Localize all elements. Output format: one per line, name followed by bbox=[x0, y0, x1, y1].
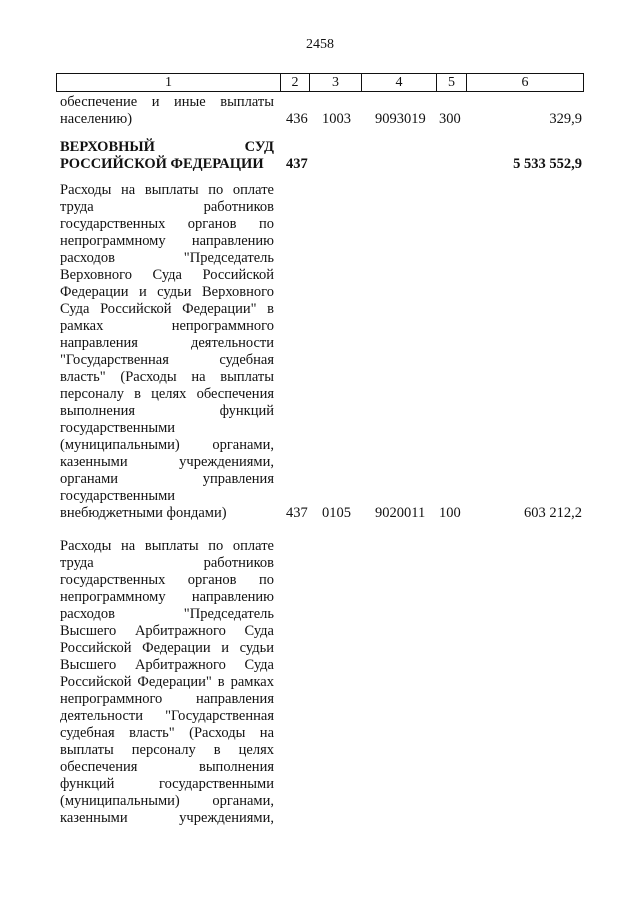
header-col-2: 2 bbox=[280, 74, 309, 91]
cell-type: 300 bbox=[439, 111, 461, 127]
description-line: населению) bbox=[60, 111, 133, 127]
description-line: судебная власть" (Расходы на bbox=[60, 725, 274, 741]
page-number: 2458 bbox=[306, 37, 334, 52]
description-line: Федерации и судьи Верховного bbox=[60, 284, 274, 300]
row-description bbox=[60, 182, 274, 522]
cell-type: 100 bbox=[439, 505, 461, 521]
description-line: (муниципальными) органами, bbox=[60, 793, 274, 809]
cell-target: 9020011 bbox=[375, 505, 426, 521]
cell-section: 1003 bbox=[322, 111, 351, 127]
description-line: функций государственными bbox=[60, 776, 274, 792]
table-header bbox=[56, 73, 584, 92]
description-line: власть" (Расходы на выплаты bbox=[60, 369, 274, 385]
description-line: непрограммного направления bbox=[60, 691, 274, 707]
description-line: Суда Российской Федерации" в bbox=[60, 301, 274, 317]
description-line: Высшего Арбитражного Суда bbox=[60, 623, 274, 639]
description-line: государственными bbox=[60, 420, 176, 436]
cell-amount: 329,9 bbox=[549, 111, 582, 127]
description-line: Российской Федерации и судьи bbox=[60, 640, 274, 656]
cell-amount: 603 212,2 bbox=[524, 505, 582, 521]
description-line: государственных органов по bbox=[60, 216, 274, 232]
description-line: труда работников bbox=[60, 199, 274, 215]
description-line: Высшего Арбитражного Суда bbox=[60, 657, 274, 673]
row-description bbox=[60, 94, 274, 128]
description-line: расходов "Председатель bbox=[60, 606, 274, 622]
description-line: персоналу в целях обеспечения bbox=[60, 386, 274, 402]
description-line: расходов "Председатель bbox=[60, 250, 274, 266]
description-line: Расходы на выплаты по оплате bbox=[60, 182, 274, 198]
description-line: ВЕРХОВНЫЙ СУД bbox=[60, 139, 274, 155]
description-line: внебюджетными фондами) bbox=[60, 505, 227, 521]
cell-ministry: 437 bbox=[286, 505, 308, 521]
row-description bbox=[60, 139, 274, 173]
description-line: Российской Федерации" в рамках bbox=[60, 674, 274, 690]
description-line: направления деятельности bbox=[60, 335, 274, 351]
description-line: рамках непрограммного bbox=[60, 318, 274, 334]
cell-ministry: 436 bbox=[286, 111, 308, 127]
cell-target: 9093019 bbox=[375, 111, 426, 127]
cell-ministry: 437 bbox=[286, 156, 308, 172]
cell-amount: 5 533 552,9 bbox=[513, 156, 582, 172]
description-line: казенными учреждениями, bbox=[60, 454, 274, 470]
description-line: Верховного Суда Российской bbox=[60, 267, 274, 283]
description-line: государственных органов по bbox=[60, 572, 274, 588]
description-line: непрограммному направлению bbox=[60, 589, 274, 605]
cell-section: 0105 bbox=[322, 505, 351, 521]
description-line: деятельности "Государственная bbox=[60, 708, 274, 724]
header-col-3: 3 bbox=[309, 74, 361, 91]
header-col-6: 6 bbox=[466, 74, 583, 91]
header-col-5: 5 bbox=[436, 74, 466, 91]
description-line: РОССИЙСКОЙ ФЕДЕРАЦИИ bbox=[60, 156, 264, 172]
description-line: выполнения функций bbox=[60, 403, 274, 419]
description-line: "Государственная судебная bbox=[60, 352, 274, 368]
description-line: обеспечения выполнения bbox=[60, 759, 274, 775]
header-col-1: 1 bbox=[165, 75, 172, 90]
description-line: обеспечение и иные выплаты bbox=[60, 94, 274, 110]
description-line: непрограммному направлению bbox=[60, 233, 274, 249]
description-line: органами управления bbox=[60, 471, 274, 487]
row-description bbox=[60, 538, 274, 827]
description-line: (муниципальными) органами, bbox=[60, 437, 274, 453]
description-line: выплаты персоналу в целях bbox=[60, 742, 274, 758]
header-col-4: 4 bbox=[361, 74, 436, 91]
description-line: Расходы на выплаты по оплате bbox=[60, 538, 274, 554]
description-line: труда работников bbox=[60, 555, 274, 571]
description-line: государственными bbox=[60, 488, 176, 504]
description-line: казенными учреждениями, bbox=[60, 810, 274, 826]
